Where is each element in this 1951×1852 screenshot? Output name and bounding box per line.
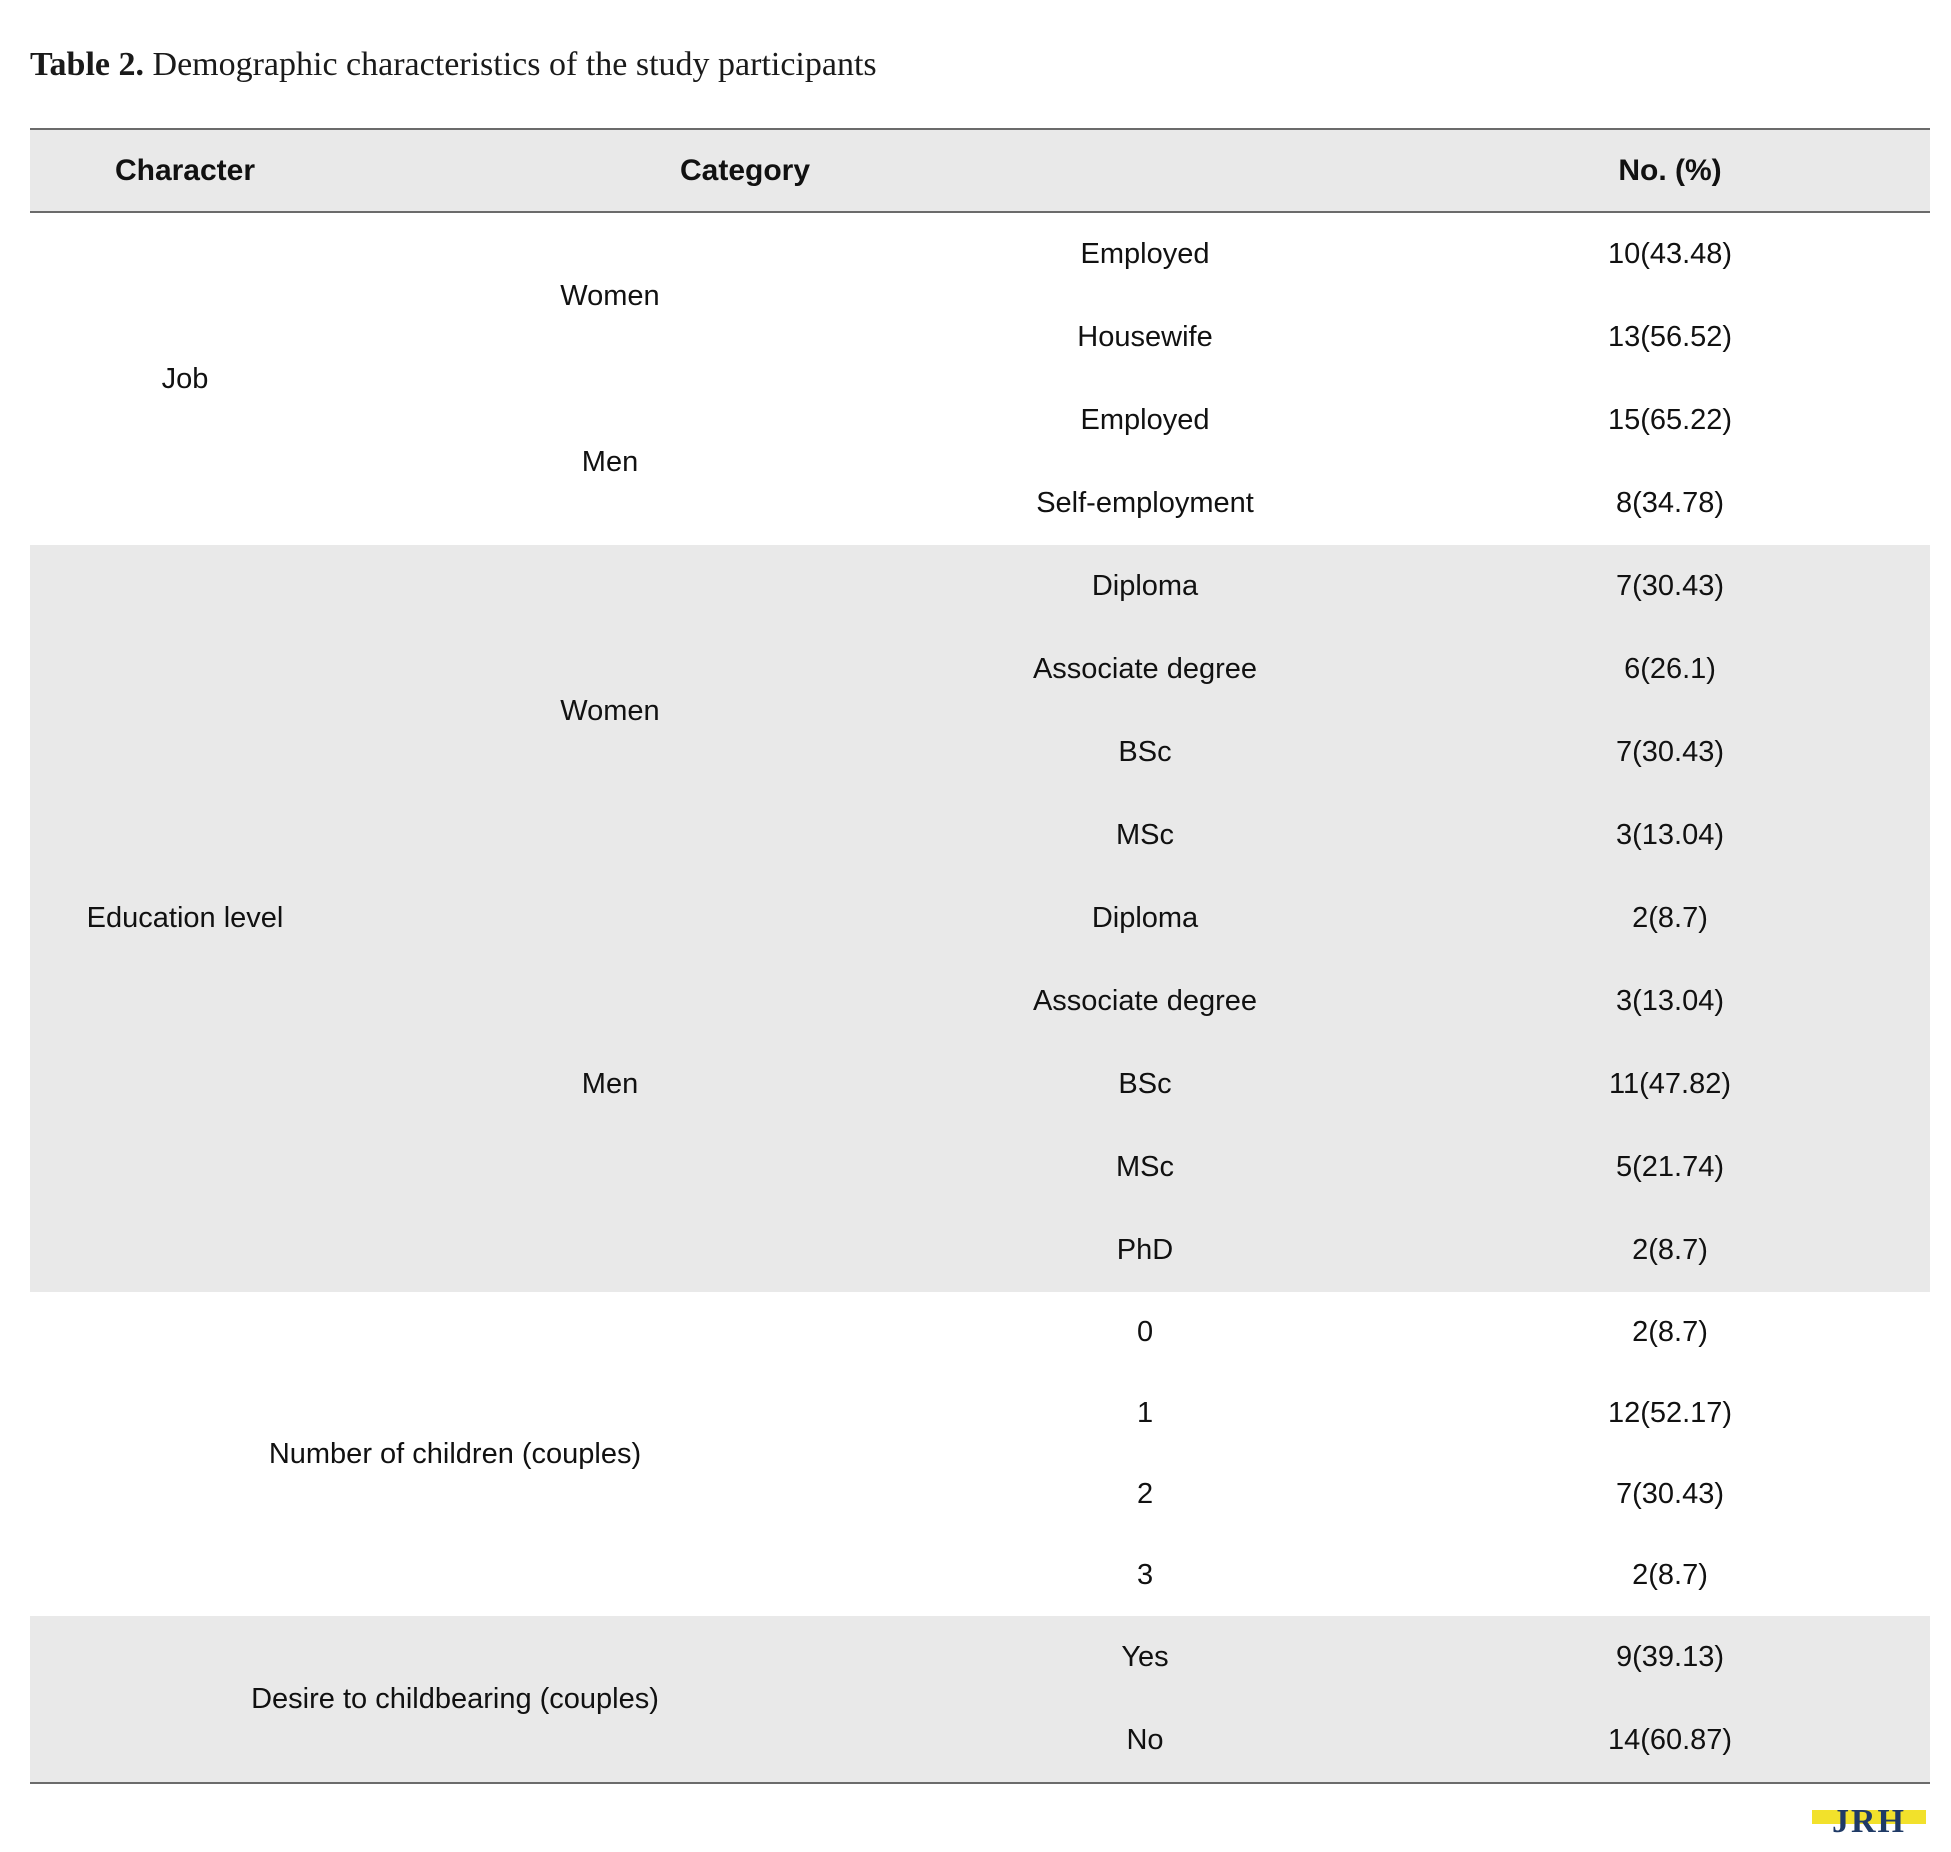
value-cell: 7(30.43) [1410, 1454, 1930, 1535]
value-cell: 9(39.13) [1410, 1616, 1930, 1699]
value-cell: 8(34.78) [1410, 462, 1930, 545]
value-cell: 12(52.17) [1410, 1373, 1930, 1454]
journal-logo [1810, 1800, 1928, 1840]
table-row [30, 1292, 1930, 1373]
value-cell: 3(13.04) [1410, 960, 1930, 1043]
value-cell: 7(30.43) [1410, 711, 1930, 794]
value-cell: 3(13.04) [1410, 794, 1930, 877]
subgroup-job-women: Women [340, 212, 880, 379]
category-cell: 0 [880, 1292, 1410, 1373]
category-cell: Diploma [880, 545, 1410, 628]
caption-title: Demographic characteristics of the study participants [152, 46, 877, 83]
value-cell: 6(26.1) [1410, 628, 1930, 711]
demographics-table [30, 128, 1930, 1784]
value-cell: 10(43.48) [1410, 212, 1930, 296]
value-cell: 15(65.22) [1410, 379, 1930, 462]
category-cell: Employed [880, 212, 1410, 296]
category-cell: 3 [880, 1535, 1410, 1616]
header-character: Character [30, 129, 340, 212]
table-row [30, 212, 1930, 296]
category-cell: BSc [880, 1043, 1410, 1126]
category-cell: 1 [880, 1373, 1410, 1454]
value-cell: 2(8.7) [1410, 1535, 1930, 1616]
category-cell: Associate degree [880, 628, 1410, 711]
subgroup-education-men: Men [340, 877, 880, 1292]
category-cell: MSc [880, 794, 1410, 877]
character-desire: Desire to childbearing (couples) [30, 1616, 880, 1783]
table-row [30, 545, 1930, 628]
character-job: Job [30, 212, 340, 545]
category-cell: Yes [880, 1616, 1410, 1699]
character-children: Number of children (couples) [30, 1292, 880, 1616]
value-cell: 2(8.7) [1410, 877, 1930, 960]
value-cell: 2(8.7) [1410, 1292, 1930, 1373]
value-cell: 7(30.43) [1410, 545, 1930, 628]
category-cell: MSc [880, 1126, 1410, 1209]
category-cell: Associate degree [880, 960, 1410, 1043]
table-row [30, 1616, 1930, 1699]
category-cell: Self-employment [880, 462, 1410, 545]
category-cell: No [880, 1699, 1410, 1783]
category-cell: PhD [880, 1209, 1410, 1292]
value-cell: 13(56.52) [1410, 296, 1930, 379]
category-cell: 2 [880, 1454, 1410, 1535]
caption-label: Table 2. [30, 46, 145, 83]
logo-text: JRH [1832, 1803, 1906, 1840]
value-cell: 11(47.82) [1410, 1043, 1930, 1126]
category-cell: Housewife [880, 296, 1410, 379]
category-cell: BSc [880, 711, 1410, 794]
header-value: No. (%) [1410, 129, 1930, 212]
header-row [30, 129, 1930, 212]
category-cell: Employed [880, 379, 1410, 462]
value-cell: 5(21.74) [1410, 1126, 1930, 1209]
character-education: Education level [30, 545, 340, 1292]
category-cell: Diploma [880, 877, 1410, 960]
header-category: Category [340, 129, 1410, 212]
subgroup-education-women: Women [340, 545, 880, 877]
table-caption [30, 46, 877, 84]
value-cell: 2(8.7) [1410, 1209, 1930, 1292]
value-cell: 14(60.87) [1410, 1699, 1930, 1783]
subgroup-job-men: Men [340, 379, 880, 545]
